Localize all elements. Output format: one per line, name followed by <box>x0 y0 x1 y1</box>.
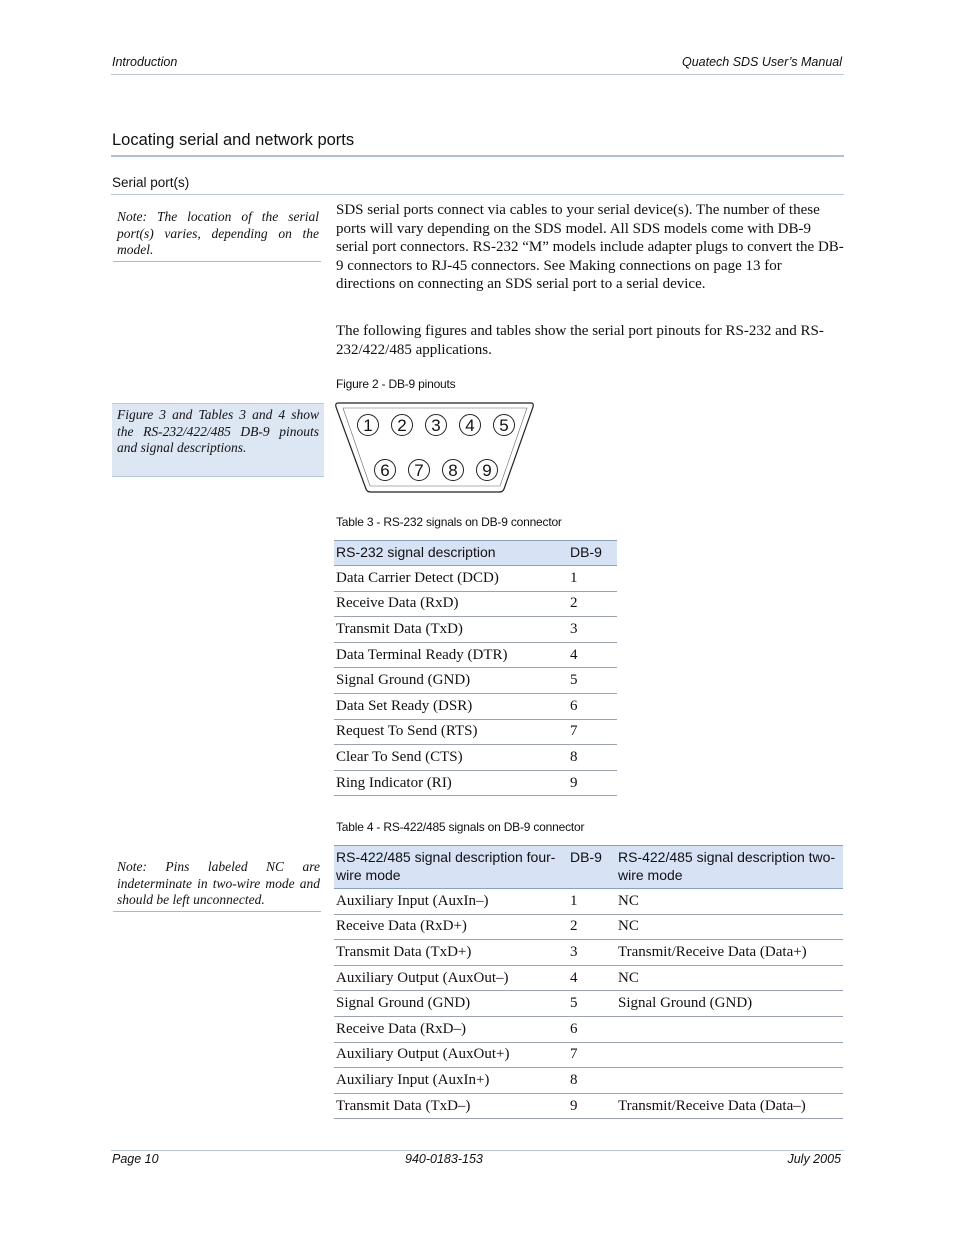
table-cell: 9 <box>568 770 617 796</box>
table-cell: Receive Data (RxD–) <box>334 1016 568 1042</box>
db9-connector-diagram <box>334 400 536 495</box>
table-cell: NC <box>616 965 843 991</box>
table-cell: Signal Ground (GND) <box>334 668 568 694</box>
table-row <box>334 566 617 592</box>
table-row <box>334 889 843 915</box>
note-rule <box>113 911 321 912</box>
table-row <box>334 770 617 796</box>
table-cell: 7 <box>568 719 617 745</box>
pin-7 <box>409 460 430 481</box>
table-row <box>334 719 617 745</box>
table4-header-db9: DB-9 <box>568 846 616 889</box>
table-cell: 2 <box>568 914 616 940</box>
pin-9 <box>477 460 498 481</box>
table-row <box>334 914 843 940</box>
table-cell: Receive Data (RxD) <box>334 591 568 617</box>
table-row <box>334 591 617 617</box>
table-cell: Data Terminal Ready (DTR) <box>334 642 568 668</box>
table-cell: Transmit Data (TxD) <box>334 617 568 643</box>
table3-header-description: RS-232 signal description <box>334 541 568 566</box>
table-cell: Signal Ground (GND) <box>334 991 568 1017</box>
table-cell: 6 <box>568 693 617 719</box>
pin-2 <box>392 415 413 436</box>
table-cell: Transmit/Receive Data (Data–) <box>616 1093 843 1119</box>
table-row <box>334 1016 843 1042</box>
table-cell: 4 <box>568 965 616 991</box>
table-cell: Auxiliary Output (AuxOut–) <box>334 965 568 991</box>
pin-label: 8 <box>448 461 458 480</box>
table4-caption: Table 4 - RS-422/485 signals on DB-9 connector <box>336 820 585 834</box>
table-cell <box>616 1016 843 1042</box>
subsection-title: Serial port(s) <box>112 175 190 190</box>
table-cell: Transmit/Receive Data (Data+) <box>616 940 843 966</box>
pin-label: 5 <box>499 416 509 435</box>
table-row <box>334 940 843 966</box>
table-cell: Auxiliary Input (AuxIn+) <box>334 1068 568 1094</box>
footer-rule <box>111 1150 844 1151</box>
pin-label: 4 <box>465 416 475 435</box>
table-cell: 6 <box>568 1016 616 1042</box>
pin-1 <box>358 415 379 436</box>
pin-4 <box>460 415 481 436</box>
pin-label: 2 <box>397 416 407 435</box>
table-row <box>334 1093 843 1119</box>
footer-doc-number: 940-0183-153 <box>405 1152 483 1166</box>
table-row <box>334 965 843 991</box>
table-row <box>334 1068 843 1094</box>
note-rule <box>113 261 321 262</box>
table-row <box>334 991 843 1017</box>
running-header-section: Introduction <box>112 55 178 69</box>
table-cell: 3 <box>568 617 617 643</box>
table-cell: 1 <box>568 566 617 592</box>
table-cell: 8 <box>568 745 617 771</box>
table-cell: 8 <box>568 1068 616 1094</box>
pin-label: 3 <box>431 416 441 435</box>
table-cell: 1 <box>568 889 616 915</box>
table-row <box>334 617 617 643</box>
table-cell <box>616 1042 843 1068</box>
header-rule <box>111 74 844 75</box>
table-cell: Request To Send (RTS) <box>334 719 568 745</box>
table-cell: 5 <box>568 991 616 1017</box>
pin-5 <box>494 415 515 436</box>
table-cell: 3 <box>568 940 616 966</box>
table-cell: Auxiliary Output (AuxOut+) <box>334 1042 568 1068</box>
table-row <box>334 1042 843 1068</box>
note-nc-pins: Note: Pins labeled NC are indeterminate in two-wire mode and should be left unconnected. <box>117 859 320 907</box>
table-row <box>334 745 617 771</box>
pin-8 <box>443 460 464 481</box>
table-cell: 5 <box>568 668 617 694</box>
table-cell: NC <box>616 889 843 915</box>
table-cell: Receive Data (RxD+) <box>334 914 568 940</box>
pin-label: 1 <box>363 416 373 435</box>
pin-3 <box>426 415 447 436</box>
table-cell: Ring Indicator (RI) <box>334 770 568 796</box>
table-row <box>334 693 617 719</box>
table3-header-db9: DB-9 <box>568 541 617 566</box>
pin-6 <box>375 460 396 481</box>
table-cell: 2 <box>568 591 617 617</box>
figure-caption: Figure 2 - DB-9 pinouts <box>336 377 456 391</box>
table-cell: Data Set Ready (DSR) <box>334 693 568 719</box>
running-header-title: Quatech SDS User’s Manual <box>681 55 842 69</box>
section-title: Locating serial and network ports <box>112 131 355 149</box>
table-cell: 4 <box>568 642 617 668</box>
table-row <box>334 668 617 694</box>
table-cell: 7 <box>568 1042 616 1068</box>
table-cell: Transmit Data (TxD–) <box>334 1093 568 1119</box>
note-port-location: Note: The location of the serial port(s) varies, depending on the model. <box>117 209 319 257</box>
pin-label: 9 <box>482 461 492 480</box>
subsection-rule <box>111 194 844 195</box>
table-rs422-485-signals <box>334 845 843 1119</box>
section-rule <box>111 155 844 157</box>
table-cell: Transmit Data (TxD+) <box>334 940 568 966</box>
table-cell: 9 <box>568 1093 616 1119</box>
footer-page-number: Page 10 <box>112 1152 159 1166</box>
table-cell: NC <box>616 914 843 940</box>
body-paragraph: SDS serial ports connect via cables to your serial device(s). The number of these ports will vary depending on the SDS model. All SDS models come with DB-9 serial port connectors. RS-232 “M” models include adapter plugs to convert the DB-9 connectors to RJ-45 connectors. See Making connections on page 13 for directions on connecting an SDS serial port to a serial device. <box>336 202 844 293</box>
table-row <box>334 642 617 668</box>
table3-caption: Table 3 - RS-232 signals on DB-9 connector <box>336 515 562 529</box>
table-cell: Clear To Send (CTS) <box>334 745 568 771</box>
footer-date: July 2005 <box>787 1152 841 1166</box>
pin-label: 6 <box>380 461 390 480</box>
table-cell: Data Carrier Detect (DCD) <box>334 566 568 592</box>
table4-header-four-wire: RS-422/485 signal description four-wire mode <box>334 846 568 889</box>
note-figure-ref: Figure 3 and Tables 3 and 4 show the RS-232/422/485 DB-9 pinouts and signal descriptions. <box>117 407 319 455</box>
table-rs232-signals <box>334 540 617 796</box>
table-cell: Signal Ground (GND) <box>616 991 843 1017</box>
table-cell <box>616 1068 843 1094</box>
table-cell: Auxiliary Input (AuxIn–) <box>334 889 568 915</box>
pin-label: 7 <box>414 461 424 480</box>
body-paragraph: The following figures and tables show the serial port pinouts for RS-232 and RS-232/422/485 applications. <box>336 323 824 358</box>
table4-header-two-wire: RS-422/485 signal description two-wire mode <box>616 846 843 889</box>
